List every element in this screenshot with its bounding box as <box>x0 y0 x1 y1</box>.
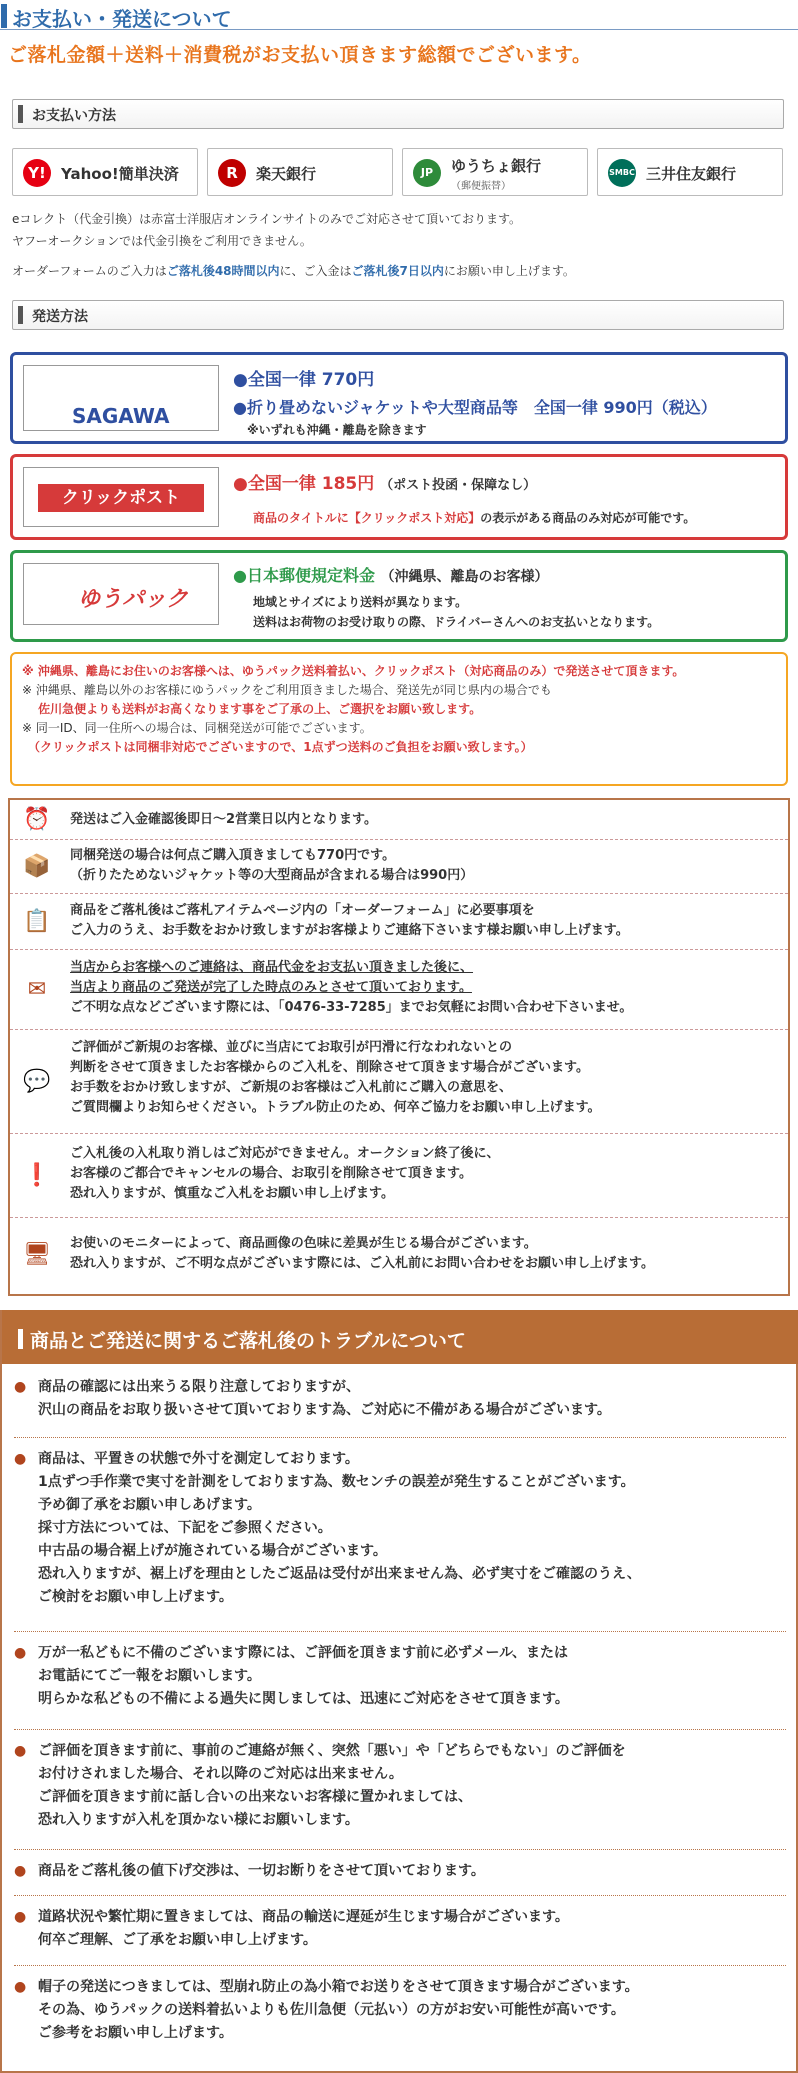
clickpost-logo <box>23 467 219 527</box>
payment-methods <box>12 148 784 196</box>
notice-text: ご評価がご新規のお客様、並びに当店にてお取引が円滑に行なわれないとの <box>70 1040 513 1055</box>
trouble-text: ご評価を頂きます前に、事前のご連絡が無く、突然「悪い」や「どちらでもない」のご評価を <box>38 1743 626 1759</box>
trouble-text: 明らかな私どもの不備による過失に関しましては、迅速にご対応をさせて頂きます。 <box>38 1691 569 1707</box>
pay-section-header <box>12 99 784 129</box>
trouble-item <box>14 1976 786 2060</box>
payment-sub: （郵便振替） <box>451 181 511 192</box>
sagawa-logo <box>23 365 219 431</box>
caution-line: （クリックポストは同梱非対応でございますので、1点ずつ送料のご負担をお願い致します。） <box>22 740 533 754</box>
yupack-box <box>10 550 788 642</box>
clipboard-icon: 📋 <box>23 909 51 934</box>
sagawa-line-3: ※いずれも沖縄・離島を除きます <box>247 423 427 437</box>
notice-text: お使いのモニターによって、商品画像の色味に差異が生じる場合がございます。 <box>70 1236 537 1251</box>
package-icon: 📦 <box>23 854 51 879</box>
monitor-icon: 🖥 <box>23 1242 51 1267</box>
page-title: お支払い・発送について <box>12 7 232 31</box>
caution-line: 佐川急便よりも送料がお高くなります事をご了承の上、ご選択をお願い致します。 <box>22 702 482 716</box>
bullet-icon: ● <box>14 1743 27 1759</box>
chat-bubble-icon: 💬 <box>23 1069 51 1094</box>
trouble-text: 恐れ入りますが入札を頂かない様にお願いします。 <box>38 1812 359 1828</box>
sagawa-line-2: ●折り畳めないジャケットや大型商品等 全国一律 990円（税込） <box>233 398 717 417</box>
trouble-title: 商品とご発送に関するご落札後のトラブルについて <box>30 1330 466 1352</box>
ship-section-header <box>12 300 784 330</box>
notice-text: 当店からお客様へのご連絡は、商品代金をお支払い頂きました後に、 <box>70 960 474 975</box>
trouble-item <box>14 1642 786 1730</box>
trouble-text: 中古品の場合裾上げが施されている場合がございます。 <box>38 1543 387 1559</box>
section-bar <box>18 105 23 123</box>
notice-text: ご質問欄よりお知らせください。トラブル防止のため、何卒ご協力をお願い申し上げます。 <box>70 1100 601 1115</box>
trouble-text: 万が一私どもに不備のございます際には、ご評価を頂きます前に必ずメール、または <box>38 1645 569 1661</box>
notice-text: 判断をさせて頂きましたお客様からのご入札を、削除させて頂きます場合がございます。 <box>70 1060 589 1075</box>
bullet-icon: ● <box>14 1645 27 1661</box>
trouble-section <box>0 1310 798 2073</box>
title-mark <box>1 4 7 28</box>
pay-note-3 <box>12 262 575 279</box>
total-note: ご落札金額＋送料＋消費税がお支払い頂きます総額でございます。 <box>8 44 592 66</box>
trouble-text: ご検討をお願い申し上げます。 <box>38 1589 233 1605</box>
trouble-item <box>14 1448 786 1632</box>
trouble-text: 1点ずつ手作業で実寸を計測をしております為、数センチの誤差が発生することがございます。 <box>38 1474 635 1490</box>
bullet-icon: ● <box>14 1909 27 1925</box>
note-highlight: ご落札後48時間以内 <box>166 264 280 278</box>
trouble-text: 商品をご落札後の値下げ交渉は、一切お断りをさせて頂いております。 <box>38 1863 485 1879</box>
mail-icon: ✉ <box>27 977 47 1002</box>
notice-row <box>10 1134 788 1218</box>
price-text: ●全国一律 185円 <box>233 474 375 494</box>
payment-smbc <box>597 148 783 196</box>
yupack-line-1 <box>233 563 549 586</box>
smbc-icon: SMBC <box>608 159 636 187</box>
bullet-icon: ● <box>14 1979 27 1995</box>
ship-section-title: 発送方法 <box>32 309 88 325</box>
trouble-text: 沢山の商品をお取り扱いさせて頂いております為、ご対応に不備がある場合がございます。 <box>38 1402 611 1418</box>
caution-line: ※ 沖縄県、離島以外のお客様にゆうパックをご利用頂きました場合、発送先が同じ県内の場合でも <box>22 683 552 697</box>
notice-row <box>10 1030 788 1134</box>
payment-yahoo <box>12 148 198 196</box>
yupack-note: （沖縄県、離島のお客様） <box>380 569 549 585</box>
alarm-clock-icon: ⏰ <box>23 807 51 832</box>
yupack-line-3: 送料はお荷物のお受け取りの際、ドライバーさんへのお支払いとなります。 <box>253 615 660 629</box>
notice-text: ご入力のうえ、お手数をおかけ致しますがお客様よりご連絡下さいます様お願い申し上げます。 <box>70 923 629 938</box>
notice-text: ご入札後の入札取り消しはご対応ができません。オークション終了後に、 <box>70 1146 500 1161</box>
section-bar <box>18 306 23 324</box>
yupack-title: ●日本郵便規定料金 <box>233 566 375 585</box>
note-text: オーダーフォームのご入力は <box>12 264 167 278</box>
trouble-text: 帽子の発送につきましては、型崩れ防止の為小箱でお送りをさせて頂きます場合がございます。 <box>38 1979 639 1995</box>
notice-text: お客様のご都合でキャンセルの場合、お取引を削除させて頂きます。 <box>70 1166 472 1181</box>
clickpost-box <box>10 454 788 540</box>
note-highlight: ご落札後7日以内 <box>351 264 444 278</box>
trouble-item <box>14 1740 786 1850</box>
trouble-item <box>14 1906 786 1966</box>
note-text: にお願い申し上げます。 <box>443 264 575 278</box>
sagawa-line-1: ●全国一律 770円 <box>233 370 375 390</box>
trouble-text: お電話にてご一報をお願いします。 <box>38 1668 261 1684</box>
trouble-item <box>14 1860 786 1896</box>
bullet-icon: ● <box>14 1863 27 1879</box>
trouble-text: ご評価を頂きます前に話し合いの出来ないお客様に置かれましては、 <box>38 1789 472 1805</box>
notice-text: （折りたためないジャケット等の大型商品が含まれる場合は990円） <box>70 868 474 883</box>
notice-row <box>10 800 788 840</box>
clickpost-line-2 <box>253 509 695 526</box>
yupack-logo-text: ゆうパック <box>78 587 189 612</box>
trouble-text: ご参考をお願い申し上げます。 <box>38 2025 233 2041</box>
notice-text: 商品をご落札後はご落札アイテムページ内の「オーダーフォーム」に必要事項を <box>70 903 535 918</box>
rakuten-icon: R <box>218 159 246 187</box>
notice-row <box>10 840 788 894</box>
pay-section-title: お支払い方法 <box>32 108 116 124</box>
notice-row <box>10 894 788 950</box>
payment-yucho <box>402 148 588 196</box>
payment-label: 三井住友銀行 <box>646 165 737 183</box>
trouble-header <box>2 1310 798 1364</box>
pay-note-1: eコレクト（代金引換）は赤富士洋服店オンラインサイトのみでご対応させて頂いております。 <box>12 212 521 226</box>
trouble-text: お付けされました場合、それ以降のご対応は出来ません。 <box>38 1766 403 1782</box>
notice-text: 当店より商品のご発送が完了した時点のみとさせて頂いております。 <box>70 980 472 995</box>
trouble-item <box>14 1376 786 1438</box>
notice-text: 恐れ入りますが、ご不明な点がございます際には、ご入札前にお問い合わせをお願い申し上げます。 <box>70 1256 654 1271</box>
notice-text: 同梱発送の場合は何点ご購入頂きましても770円です。 <box>70 848 396 863</box>
note-text: に、ご入金は <box>279 264 352 278</box>
trouble-text: 採寸方法については、下記をご参照ください。 <box>38 1520 332 1536</box>
trouble-text: 道路状況や繁忙期に置きましては、商品の輸送に遅延が生じます場合がございます。 <box>38 1909 569 1925</box>
notice-row <box>10 950 788 1030</box>
notice-text: お手数をおかけ致しますが、ご新規のお客様はご入札前にご購入の意思を、 <box>70 1080 513 1095</box>
notice-rows <box>8 798 790 1296</box>
payment-label: Yahoo!簡単決済 <box>61 165 179 183</box>
page-title-bar <box>0 0 798 30</box>
trouble-text: 予め御了承をお願い申しあげます。 <box>38 1497 261 1513</box>
trouble-text: その為、ゆうパックの送料着払いよりも佐川急便（元払い）の方がお安い可能性が高いです。 <box>38 2002 625 2018</box>
caution-line: ※ 同一ID、同一住所への場合は、同梱発送が可能でございます。 <box>22 721 372 735</box>
notice-text: 発送はご入金確認後即日〜2営業日以内となります。 <box>70 812 378 827</box>
notice-text: 恐れ入りますが、慎重なご入札をお願い申し上げます。 <box>70 1186 394 1201</box>
yupack-line-2: 地域とサイズにより送料が異なります。 <box>253 595 468 609</box>
yahoo-icon: Y! <box>23 159 51 187</box>
bullet-icon: ● <box>14 1451 27 1467</box>
jp-bank-icon: JP <box>413 159 441 187</box>
caution-line: ※ 沖縄県、離島にお住いのお客様へは、ゆうパック送料着払い、クリックポスト（対応商品のみ）で発送させて頂きます。 <box>22 664 685 678</box>
payment-rakuten <box>207 148 393 196</box>
clickpost-text: の表示がある商品のみ対応が可能です。 <box>480 511 696 525</box>
clickpost-line-1 <box>233 469 536 494</box>
pay-note-2: ヤフーオークションでは代金引換をご利用できません。 <box>12 234 312 248</box>
trouble-text: 商品は、平置きの状態で外寸を測定しております。 <box>38 1451 359 1467</box>
trouble-text: 何卒ご理解、ご了承をお願い申し上げます。 <box>38 1932 317 1948</box>
notice-text: ご不明な点などございます際には、「0476-33-7285」までお気軽にお問い合わせ下さいませ。 <box>70 1000 633 1015</box>
clickpost-highlight: 商品のタイトルに【クリックポスト対応】 <box>253 511 481 525</box>
bullet-icon: ● <box>14 1379 27 1395</box>
section-bar <box>18 1329 23 1349</box>
clickpost-logo-text: クリックポスト <box>38 484 204 512</box>
sagawa-logo-text: SAGAWA <box>72 404 170 428</box>
payment-label: ゆうちょ銀行 <box>451 157 542 175</box>
sagawa-box <box>10 352 788 444</box>
notice-row <box>10 1218 788 1294</box>
cautions-box <box>10 652 788 786</box>
trouble-text: 恐れ入りますが、裾上げを理由としたご返品は受付が出来ません為、必ず実寸をご確認のうえ、 <box>38 1566 641 1582</box>
trouble-text: 商品の確認には出来うる限り注意しておりますが、 <box>38 1379 360 1395</box>
yupack-logo <box>23 563 219 625</box>
price-note: （ポスト投函・保障なし） <box>380 478 537 493</box>
exclamation-icon: ❗ <box>23 1163 51 1188</box>
payment-label: 楽天銀行 <box>256 165 317 183</box>
